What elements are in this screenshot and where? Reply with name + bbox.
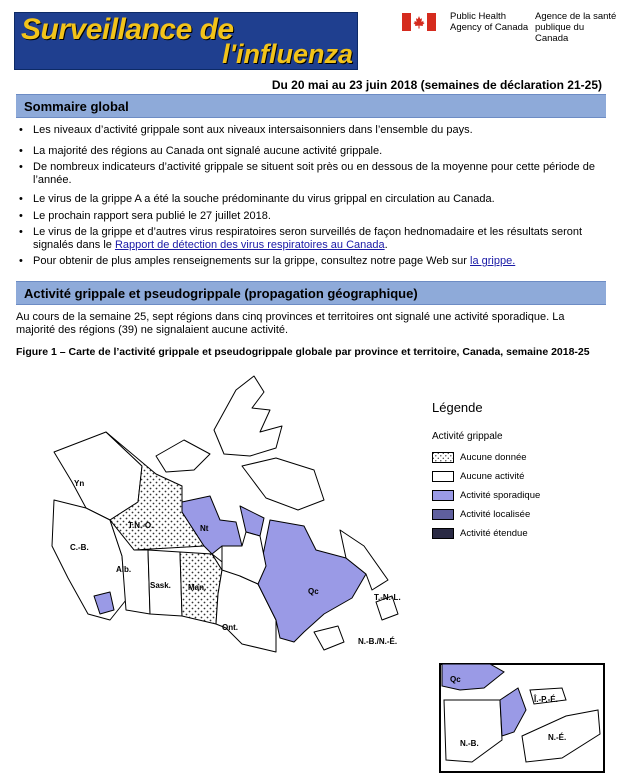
agency-name-fr	[535, 11, 620, 44]
legend-swatch-localized	[432, 509, 454, 520]
list-item: • La majorité des régions au Canada ont signalé aucune activité grippale.	[16, 145, 601, 158]
date-range: Du 20 mai au 23 juin 2018 (semaines de déclaration 21-25)	[271, 78, 602, 92]
respiratory-virus-report-link[interactable]: Rapport de détection des virus respiratoires au Canada	[114, 238, 385, 251]
map-label-yn: Yn	[74, 479, 85, 488]
report-banner	[14, 12, 358, 70]
legend-swatch-widespread	[432, 528, 454, 539]
agency-en-line1: Public Health	[450, 11, 506, 22]
legend-subtitle: Activité grippale	[432, 431, 503, 442]
legend-swatch-no-data	[432, 452, 454, 463]
legend-label-sporadic: Activité sporadique	[460, 490, 541, 501]
influenza-page-link[interactable]: la grippe.	[470, 255, 516, 267]
figure-caption: Figure 1 – Carte de l’activité grippale et pseudogrippale globale par province et territoire, Canada, semaine 2018-25	[16, 346, 590, 358]
activity-heading-bar	[16, 281, 606, 305]
banner-title-line1: Surveillance de	[21, 13, 234, 46]
map-label-sask: Sask.	[150, 581, 171, 590]
legend-label-localized: Activité localisée	[460, 509, 531, 520]
inset-label-nb: N.-B.	[460, 739, 479, 748]
agency-fr-line2: publique du Canada	[535, 22, 585, 44]
inset-label-qc: Qc	[450, 675, 461, 684]
canada-activity-map	[14, 370, 610, 776]
map-label-man: Man.	[188, 583, 207, 592]
map-label-alb: Alb.	[116, 565, 132, 574]
summary-list	[16, 124, 601, 268]
summary-heading: Sommaire global	[24, 99, 129, 114]
map-label-qc: Qc	[308, 587, 319, 596]
banner-title-line2: l'influenza	[222, 39, 353, 69]
list-item: • Pour obtenir de plus amples renseignements sur la grippe, consultez notre page Web sur la grippe.	[16, 255, 601, 268]
list-item: • Les niveaux d’activité grippale sont aux niveaux intersaisonniers dans l’ensemble du pays.	[16, 124, 601, 137]
legend-label-widespread: Activité étendue	[460, 528, 528, 539]
activity-paragraph: Au cours de la semaine 25, sept régions dans cinq provinces et territoires ont signalé une activité sporadique. La majorité des régions (39) ne signalaient aucune activité.	[16, 311, 565, 336]
arctic-island-east	[242, 458, 324, 510]
map-label-ont: Ont.	[222, 623, 238, 632]
map-label-nb-ne: N.-B./N.-É.	[358, 637, 398, 646]
list-item: • Le virus de la grippe et d’autres virus respiratoires seron surveillés de façon hednomadaire et les résultats seront signalés dans le Rapport de détection des virus respiratoires au Canada.	[16, 226, 601, 251]
map-label-nt: Nt	[200, 524, 209, 533]
list-item: • Le virus de la grippe A a été la souche prédominante du virus grippal en circulation au Canada.	[16, 193, 601, 206]
activity-heading: Activité grippale et pseudogrippale (propagation géographique)	[24, 286, 418, 301]
canada-flag-icon	[402, 13, 436, 31]
map-label-cb: C.-B.	[70, 543, 89, 552]
legend-label-no-data: Aucune donnée	[460, 452, 527, 463]
agency-fr-line1: Agence de la santé	[535, 11, 617, 22]
list-item: • Le prochain rapport sera publié le 27 juillet 2018.	[16, 210, 601, 223]
list-item: • De nombreux indicateurs d’activité grippale se situent soit près ou en dessous de la moyenne pour cette période de l’année.	[16, 161, 601, 186]
agency-en-line2: Agency of Canada	[450, 22, 529, 33]
arctic-island-west	[156, 440, 210, 472]
legend-swatch-no-activity	[432, 471, 454, 482]
agency-name-en	[450, 11, 528, 33]
legend-swatch-sporadic	[432, 490, 454, 501]
arctic-islands	[214, 376, 282, 456]
legend-title: Légende	[432, 400, 483, 415]
region-nunavut-east	[240, 506, 264, 536]
summary-heading-bar	[16, 94, 606, 118]
inset-label-ne: N.-É.	[548, 733, 567, 742]
map-label-tnl: T.-N.-L.	[374, 593, 401, 602]
region-maritimes	[314, 626, 344, 650]
legend-label-no-activity: Aucune activité	[460, 471, 525, 482]
map-label-tno: T.N.-O.	[128, 521, 154, 530]
inset-label-ipe: Î.-P.-É.	[534, 695, 558, 704]
